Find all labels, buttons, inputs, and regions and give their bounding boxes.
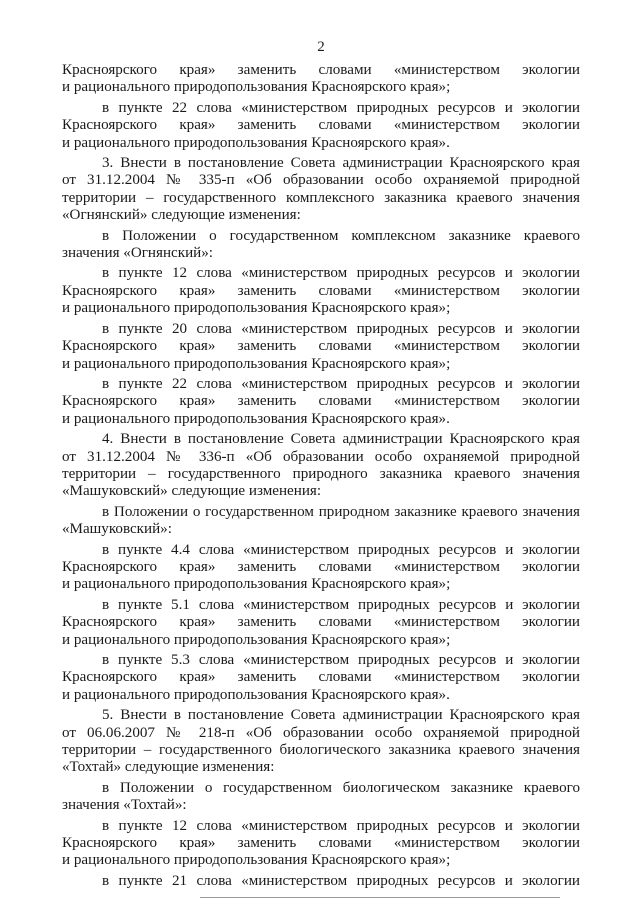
document-body [62, 62, 580, 890]
text-line: значения «Тохтай»: [62, 797, 187, 814]
text-line: от 31.12.2004 № 335-п «Об образовании особо охраняемой природной [62, 172, 580, 189]
text-line: и рационального природопользования Красноярского края»; [62, 300, 451, 317]
text-line: в Положении о государственном природном заказнике краевого значения [102, 503, 580, 520]
paragraph [62, 431, 580, 501]
text-line: в пункте 4.4 слова «министерством природных ресурсов и экологии [102, 541, 580, 558]
text-line: в пункте 12 слова «министерством природных ресурсов и экологии [102, 817, 580, 834]
text-line: в Положении о государственном комплексном заказнике краевого [102, 227, 580, 244]
text-line: Красноярского края» заменить словами «министерством экологии [62, 835, 580, 852]
paragraph [62, 228, 580, 263]
text-line: и рационального природопользования Красноярского края»; [62, 355, 451, 372]
text-line: «Машуковский» следующие изменения: [62, 483, 322, 500]
text-line: территории – государственного биологического заказника краевого значения [62, 742, 580, 759]
text-line: в пункте 22 слова «министерством природных ресурсов и экологии [102, 99, 580, 116]
text-line: «Машуковский»: [62, 521, 172, 538]
text-line: «Огнянский» следующие изменения: [62, 207, 301, 224]
text-line: и рационального природопользования Красноярского края». [62, 134, 450, 151]
text-line: 3. Внести в постановление Совета администрации Красноярского края [102, 155, 580, 172]
text-line: от 31.12.2004 № 336-п «Об образовании особо охраняемой природной [62, 448, 580, 465]
paragraph [62, 376, 580, 428]
text-line: Красноярского края» заменить словами «министерством экологии [62, 669, 580, 686]
text-line: территории – государственного комплексного заказника краевого значения [62, 189, 580, 206]
page-number: 2 [317, 39, 325, 55]
paragraph [62, 62, 580, 97]
text-line: в Положении о государственном биологическом заказнике краевого [102, 779, 580, 796]
text-line: Красноярского края» заменить словами «министерством экологии [62, 62, 580, 78]
text-line: и рационального природопользования Красноярского края»; [62, 852, 451, 869]
text-line: в пункте 12 слова «министерством природных ресурсов и экологии [102, 265, 580, 282]
text-line: Красноярского края» заменить словами «министерством экологии [62, 558, 580, 575]
text-line: Красноярского края» заменить словами «министерством экологии [62, 338, 580, 355]
paragraph [62, 780, 580, 815]
text-line: в пункте 22 слова «министерством природных ресурсов и экологии [102, 375, 580, 392]
text-line: 4. Внести в постановление Совета администрации Красноярского края [102, 431, 580, 448]
paragraph [62, 652, 580, 704]
text-line: Красноярского края» заменить словами «министерством экологии [62, 393, 580, 410]
paragraph [62, 321, 580, 373]
text-line: в пункте 21 слова «министерством природных ресурсов и экологии [102, 872, 580, 889]
text-line: территории – государственного природного заказника краевого значения [62, 465, 580, 482]
paragraph [62, 542, 580, 594]
text-line: 5. Внести в постановление Совета администрации Красноярского края [102, 707, 580, 724]
paragraph [62, 504, 580, 539]
text-line: в пункте 20 слова «министерством природных ресурсов и экологии [102, 320, 580, 337]
text-line: от 06.06.2007 № 218-п «Об образовании особо охраняемой природной [62, 724, 580, 741]
text-line: и рационального природопользования Красноярского края». [62, 410, 450, 427]
paragraph [62, 707, 580, 777]
paragraph [62, 100, 580, 152]
text-line: значения «Огнянский»: [62, 245, 213, 262]
text-line: в пункте 5.1 слова «министерством природных ресурсов и экологии [102, 596, 580, 613]
paragraph [62, 265, 580, 317]
paragraph [62, 873, 580, 890]
text-line: Красноярского края» заменить словами «министерством экологии [62, 117, 580, 134]
footer-rule [200, 897, 560, 898]
text-line: в пункте 5.3 слова «министерством природных ресурсов и экологии [102, 652, 580, 668]
paragraph [62, 155, 580, 225]
text-line: и рационального природопользования Красноярского края». [62, 686, 450, 703]
text-line: «Тохтай» следующие изменения: [62, 759, 275, 776]
text-line: и рационального природопользования Красноярского края»; [62, 576, 451, 593]
paragraph [62, 597, 580, 649]
text-line: и рационального природопользования Красноярского края»; [62, 79, 451, 96]
paragraph [62, 818, 580, 870]
text-line: Красноярского края» заменить словами «министерством экологии [62, 282, 580, 299]
text-line: Красноярского края» заменить словами «министерством экологии [62, 614, 580, 631]
text-line: и рационального природопользования Красноярского края»; [62, 631, 451, 648]
